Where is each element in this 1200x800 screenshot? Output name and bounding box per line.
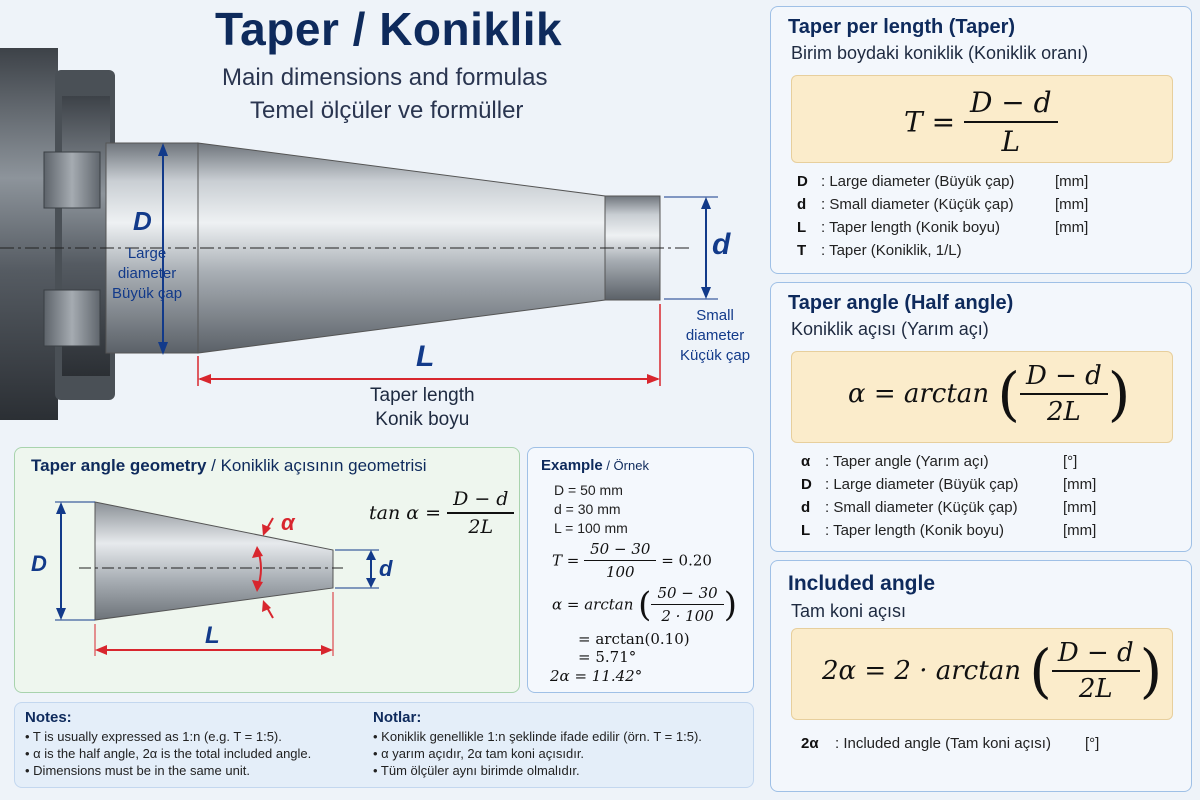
example-alpha-paren-close: ) <box>723 584 737 625</box>
example-panel <box>527 447 754 693</box>
taper-formula-lhs: T = <box>904 105 956 139</box>
example-alpha-numerator: 50 − 30 <box>651 584 723 605</box>
taper-legend <box>797 173 1177 265</box>
example-T-denominator: 100 <box>605 563 635 581</box>
taper-length-symbol: L <box>416 340 435 373</box>
included-formula <box>822 637 1162 705</box>
notes-en-1: • T is usually expressed as 1:n (e.g. T = 1:5). <box>25 729 282 744</box>
legend-row <box>797 196 1177 219</box>
geometry-formula-denominator: 2L <box>468 516 494 538</box>
angle-formula-lhs: α = arctan <box>848 379 990 409</box>
example-T-fraction <box>584 540 656 581</box>
example-T-lhs: T = <box>552 551 580 570</box>
angle-panel-title: Taper angle (Half angle) <box>788 292 1014 314</box>
large-diameter-label-en2: diameter <box>117 265 177 282</box>
example-D-value: D = 50 mm <box>554 482 623 498</box>
angle-formula-fraction <box>1020 361 1108 427</box>
geometry-formula-lhs: tan α = <box>369 502 442 524</box>
notes-tr-2: • α yarım açıdır, 2α tam koni açısıdır. <box>373 746 585 761</box>
example-L-value: L = 100 mm <box>554 520 628 536</box>
example-included-angle: 2α = 11.42° <box>550 667 643 685</box>
example-T-calc <box>552 540 712 581</box>
angle-formula-numerator: D − d <box>1020 361 1108 395</box>
legend-description: : Small diameter (Küçük çap) <box>821 196 1014 213</box>
legend-symbol: D <box>797 173 808 190</box>
legend-symbol: L <box>797 219 807 236</box>
notes-tr-1: • Koniklik genellikle 1:n şeklinde ifade edilir (örn. T = 1:5). <box>373 729 702 744</box>
taper-per-length-panel <box>770 6 1192 274</box>
legend-symbol: α <box>801 453 811 470</box>
legend-description: : Taper length (Konik boyu) <box>821 219 1000 236</box>
legend-unit: [mm] <box>1055 196 1089 213</box>
angle-panel-subtitle: Koniklik açısı (Yarım açı) <box>791 319 989 339</box>
small-diameter-dimension <box>664 197 718 299</box>
legend-description: : Large diameter (Büyük çap) <box>821 173 1015 190</box>
geometry-alpha-label: α <box>281 510 295 535</box>
example-panel-title <box>541 457 649 474</box>
notes-title-en: Notes: <box>25 709 72 726</box>
small-diameter-label <box>680 306 750 366</box>
example-alpha-step2: = 5.71° <box>578 648 637 666</box>
lathe-chuck <box>0 48 115 420</box>
taper-angle-panel <box>770 282 1192 552</box>
notes-tr-3: • Tüm ölçüler aynı birimde olmalıdır. <box>373 763 580 778</box>
geometry-diagram <box>15 448 519 692</box>
included-formula-paren-close: ) <box>1139 637 1163 705</box>
example-alpha-step1: = arctan(0.10) <box>578 630 690 648</box>
angle-formula-paren-close: ) <box>1107 360 1131 428</box>
included-angle-panel <box>770 560 1192 792</box>
geometry-formula-fraction <box>447 488 514 538</box>
legend-row <box>801 522 1181 545</box>
example-d-value: d = 30 mm <box>554 501 621 517</box>
page-subtitle-english: Main dimensions and formulas <box>222 64 548 91</box>
legend-symbol: d <box>801 499 811 516</box>
small-diameter-label-tr: Küçük çap <box>680 347 751 364</box>
legend-symbol: D <box>801 476 812 493</box>
geometry-formula-numerator: D − d <box>447 488 514 514</box>
included-formula-fraction <box>1052 638 1140 704</box>
angle-formula-paren-open: ( <box>997 360 1020 428</box>
example-alpha-fraction <box>651 584 723 625</box>
legend-row <box>797 219 1177 242</box>
small-diameter-label-en1: Small <box>696 307 734 324</box>
legend-description: : Large diameter (Büyük çap) <box>825 476 1019 493</box>
taper-length-label-tr: Konik boyu <box>375 409 470 430</box>
included-legend <box>801 735 1181 758</box>
included-formula-box <box>791 628 1173 720</box>
angle-formula-box <box>791 351 1173 443</box>
large-diameter-label <box>112 244 182 304</box>
legend-unit: [mm] <box>1063 499 1097 516</box>
large-diameter-label-tr: Büyük çap <box>112 285 183 302</box>
legend-unit: [mm] <box>1055 173 1089 190</box>
geometry-panel-title-tr: / Koniklik açısının geometrisi <box>206 456 427 475</box>
example-alpha-denominator: 2 · 100 <box>661 607 714 625</box>
legend-description: : Small diameter (Küçük çap) <box>825 499 1018 516</box>
legend-unit: [mm] <box>1063 522 1097 539</box>
angle-formula-denominator: 2L <box>1046 397 1081 427</box>
included-panel-subtitle: Tam koni açısı <box>791 601 907 621</box>
taper-length-label <box>370 384 475 432</box>
included-panel-title: Included angle <box>788 572 936 595</box>
notes-panel <box>14 702 754 788</box>
notes-en-3: • Dimensions must be in the same unit. <box>25 763 250 778</box>
geometry-small-diameter-dimension <box>335 550 379 588</box>
included-formula-denominator: 2L <box>1078 674 1113 704</box>
geometry-panel-title-en: Taper angle geometry <box>31 456 207 475</box>
included-formula-paren-open: ( <box>1029 637 1052 705</box>
page-subtitle-turkish: Temel ölçüler ve formüller <box>250 97 524 124</box>
taper-formula <box>904 86 1058 158</box>
geometry-L-label: L <box>205 622 220 649</box>
taper-formula-denominator: L <box>1001 125 1021 158</box>
geometry-formula <box>369 488 514 538</box>
example-title-tr: / Örnek <box>602 458 649 473</box>
legend-unit: [°] <box>1063 453 1078 470</box>
legend-row <box>801 735 1181 758</box>
geometry-large-diameter-dimension <box>55 502 95 620</box>
large-diameter-symbol: D <box>133 206 152 236</box>
legend-symbol: L <box>801 522 811 539</box>
legend-symbol: T <box>797 242 807 259</box>
legend-symbol: d <box>797 196 807 213</box>
legend-unit: [mm] <box>1063 476 1097 493</box>
legend-row <box>797 173 1177 196</box>
example-T-numerator: 50 − 30 <box>584 540 656 561</box>
example-alpha-lhs: α = arctan <box>552 595 634 614</box>
taper-formula-numerator: D − d <box>964 86 1058 123</box>
example-title-en: Example <box>541 457 603 474</box>
legend-description: : Taper angle (Yarım açı) <box>825 453 989 470</box>
legend-symbol: 2α <box>801 735 819 752</box>
legend-description: : Included angle (Tam koni açısı) <box>835 735 1051 752</box>
notes-title-tr: Notlar: <box>373 709 422 726</box>
example-alpha-calc <box>552 584 737 625</box>
example-alpha-paren-open: ( <box>638 584 652 625</box>
angle-legend <box>801 453 1181 545</box>
taper-panel-subtitle: Birim boydaki koniklik (Koniklik oranı) <box>791 43 1089 63</box>
taper-formula-box <box>791 75 1173 163</box>
geometry-cone <box>95 502 333 620</box>
geometry-D-label: D <box>31 551 47 576</box>
legend-unit: [°] <box>1085 735 1100 752</box>
taper-length-label-en: Taper length <box>370 385 475 406</box>
notes-en-2: • α is the half angle, 2α is the total included angle. <box>25 746 312 761</box>
page-title: Taper / Koniklik <box>215 3 563 55</box>
small-diameter-symbol: d <box>712 228 731 261</box>
taper-formula-fraction <box>964 86 1058 158</box>
legend-description: : Taper length (Konik boyu) <box>825 522 1004 539</box>
taper-angle-geometry-panel <box>14 447 520 693</box>
large-diameter-label-en1: Large <box>127 245 167 262</box>
small-diameter-label-en2: diameter <box>685 327 745 344</box>
legend-row <box>801 476 1181 499</box>
angle-formula <box>848 360 1130 428</box>
included-formula-numerator: D − d <box>1052 638 1140 672</box>
legend-row <box>797 242 1177 265</box>
geometry-d-label: d <box>379 556 393 581</box>
legend-unit: [mm] <box>1055 219 1089 236</box>
taper-panel-title: Taper per length (Taper) <box>788 16 1016 38</box>
legend-description: : Taper (Koniklik, 1/L) <box>821 242 962 259</box>
included-formula-lhs: 2α = 2 · arctan <box>822 656 1021 686</box>
example-T-result: = 0.20 <box>661 551 712 570</box>
legend-row <box>801 453 1181 476</box>
legend-row <box>801 499 1181 522</box>
